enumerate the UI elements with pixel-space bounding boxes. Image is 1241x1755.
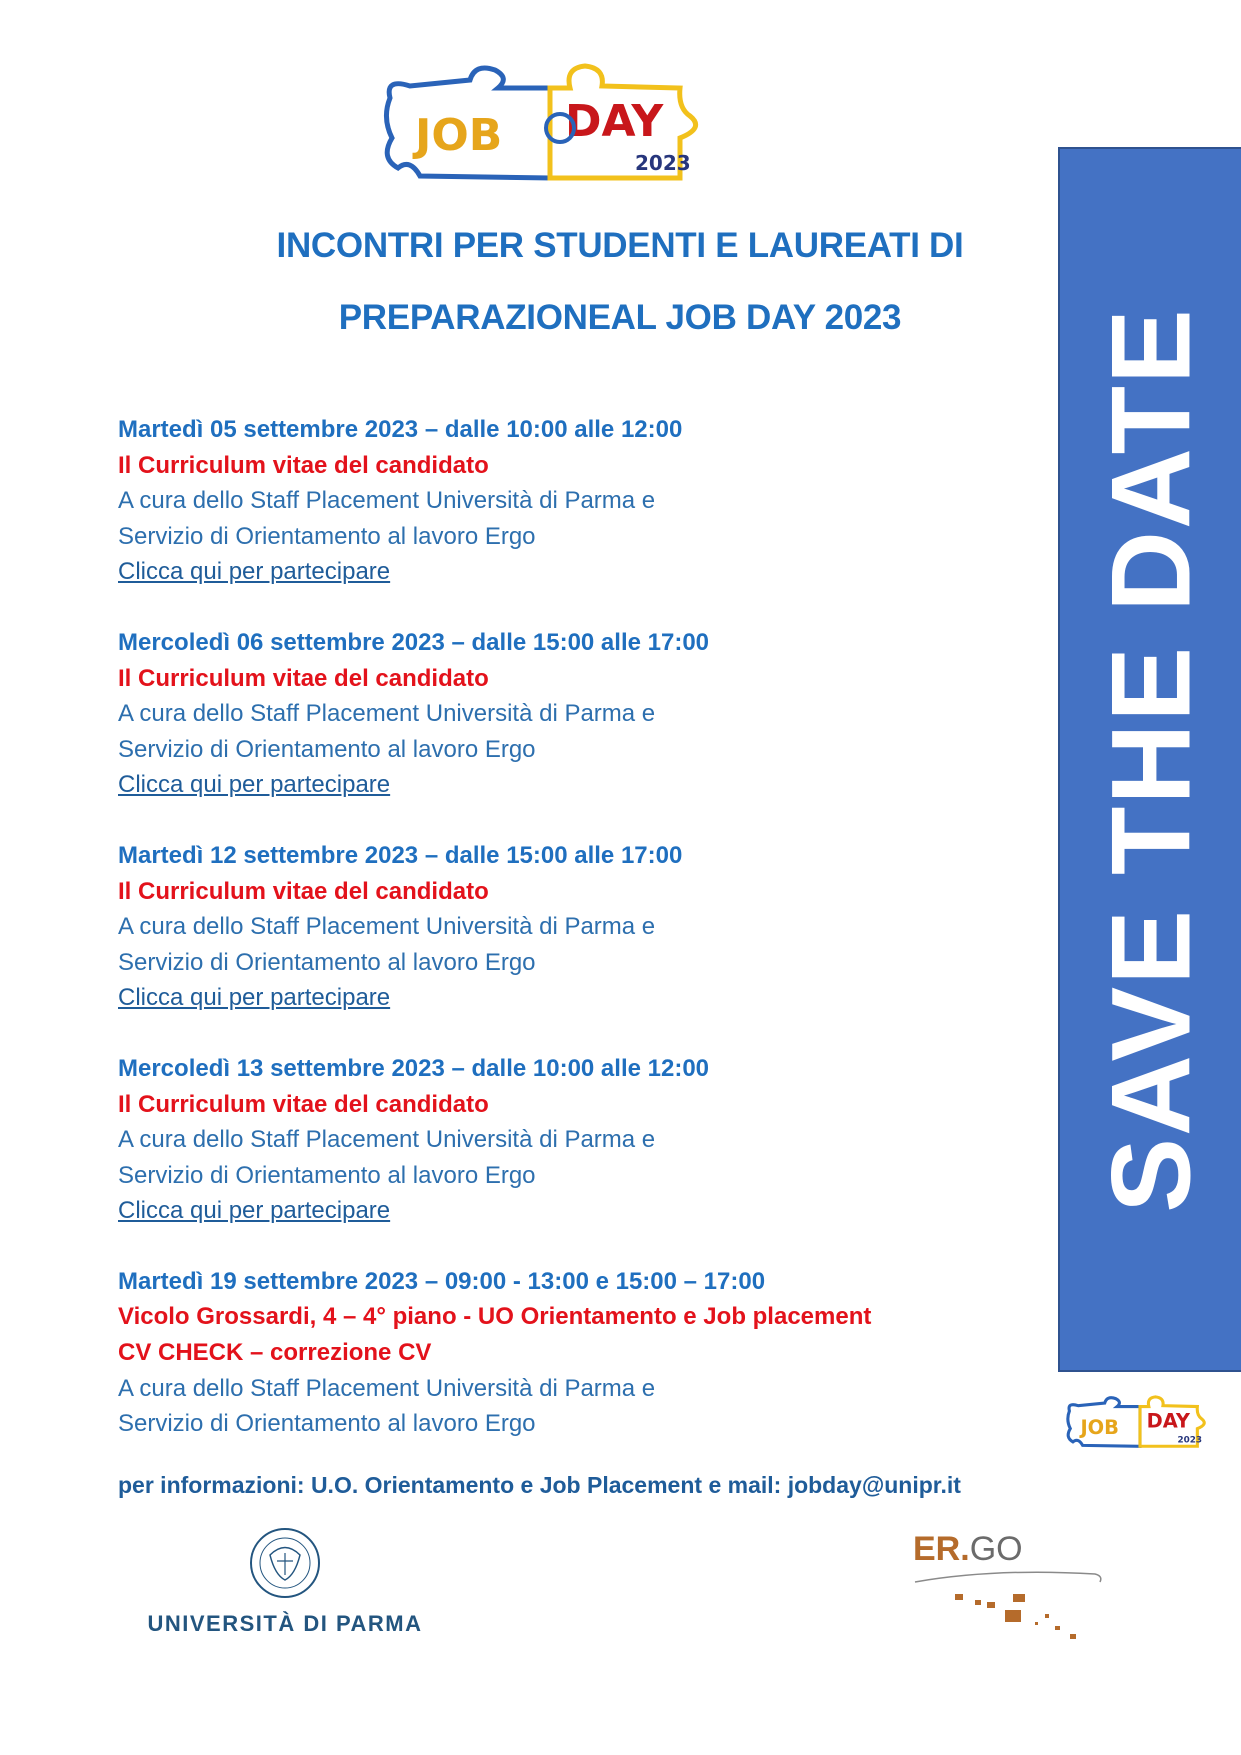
event-topic: Il Curriculum vitae del candidato: [118, 877, 489, 905]
jobday-logo-small: [1065, 1387, 1215, 1457]
event-date: Martedì 05 settembre 2023 – dalle 10:00 alle 12:00: [118, 416, 683, 443]
event-description: A cura dello Staff Placement Università di Parma e: [118, 700, 656, 728]
event-location: Vicolo Grossardi, 4 – 4° piano - UO Orientamento e Job placement: [118, 1303, 872, 1331]
jobday-puzzle-logo-icon: [380, 58, 720, 188]
svg-text:DAY: DAY: [1146, 1409, 1190, 1433]
ergo-logo-text: ER.GO: [913, 1530, 1023, 1568]
svg-text:JOB: JOB: [1080, 1415, 1119, 1439]
save-the-date-banner: [1058, 147, 1241, 1372]
page-title-line1: INCONTRI PER STUDENTI E LAUREATI DI: [276, 226, 964, 265]
svg-text:DAY: DAY: [565, 96, 664, 147]
participate-link[interactable]: Clicca qui per partecipare: [118, 1197, 391, 1225]
event-description: Servizio di Orientamento al lavoro Ergo: [118, 948, 536, 976]
contact-info: per informazioni: U.O. Orientamento e Job Placement e mail: jobday@unipr.it: [118, 1472, 961, 1498]
event-description: A cura dello Staff Placement Università di Parma e: [118, 1374, 656, 1402]
event-2: [118, 625, 1018, 803]
event-date: Martedì 12 settembre 2023 – dalle 15:00 alle 17:00: [118, 841, 683, 869]
jobday-puzzle-logo-icon: [1065, 1387, 1215, 1457]
svg-text:JOB: JOB: [415, 110, 503, 161]
page-title-line2: PREPARAZIONEAL JOB DAY 2023: [338, 298, 902, 337]
jobday-logo: [380, 58, 720, 188]
event-description: Servizio di Orientamento al lavoro Ergo: [118, 735, 536, 763]
banner-text: SAVE THE DATE: [1088, 306, 1213, 1213]
event-description: Servizio di Orientamento al lavoro Ergo: [118, 1410, 536, 1438]
events-list: [118, 412, 1018, 1477]
event-description: A cura dello Staff Placement Università di Parma e: [118, 1126, 656, 1154]
event-3: [118, 838, 1018, 1016]
event-5: [118, 1264, 1018, 1442]
event-topic: Il Curriculum vitae del candidato: [118, 451, 489, 479]
event-topic: CV CHECK – correzione CV: [118, 1339, 432, 1367]
ergo-logo-icon: [895, 1530, 1125, 1650]
svg-text:2023: 2023: [1177, 1435, 1203, 1446]
event-date: Mercoledì 13 settembre 2023 – dalle 10:00 alle 12:00: [118, 1054, 710, 1082]
event-topic: Il Curriculum vitae del candidato: [118, 664, 489, 692]
university-name: UNIVERSITÀ DI PARMA: [147, 1611, 423, 1636]
event-date: Mercoledì 06 settembre 2023 – dalle 15:00 alle 17:00: [118, 628, 710, 656]
participate-link[interactable]: Clicca qui per partecipare: [118, 558, 391, 586]
event-description: A cura dello Staff Placement Università di Parma e: [118, 487, 656, 515]
event-topic: Il Curriculum vitae del candidato: [118, 1090, 489, 1118]
ergo-logo: [895, 1530, 1125, 1650]
event-date: Martedì 19 settembre 2023 – 09:00 - 13:00 e 15:00 – 17:00: [118, 1267, 766, 1295]
participate-link[interactable]: Clicca qui per partecipare: [118, 984, 391, 1012]
university-logo: [145, 1525, 425, 1650]
event-1: [118, 412, 1018, 590]
event-4: [118, 1051, 1018, 1229]
event-description: A cura dello Staff Placement Università di Parma e: [118, 913, 656, 941]
participate-link[interactable]: Clicca qui per partecipare: [118, 771, 391, 799]
event-description: Servizio di Orientamento al lavoro Ergo: [118, 522, 536, 550]
university-seal-icon: [145, 1525, 425, 1605]
event-description: Servizio di Orientamento al lavoro Ergo: [118, 1161, 536, 1189]
svg-text:2023: 2023: [635, 151, 691, 175]
